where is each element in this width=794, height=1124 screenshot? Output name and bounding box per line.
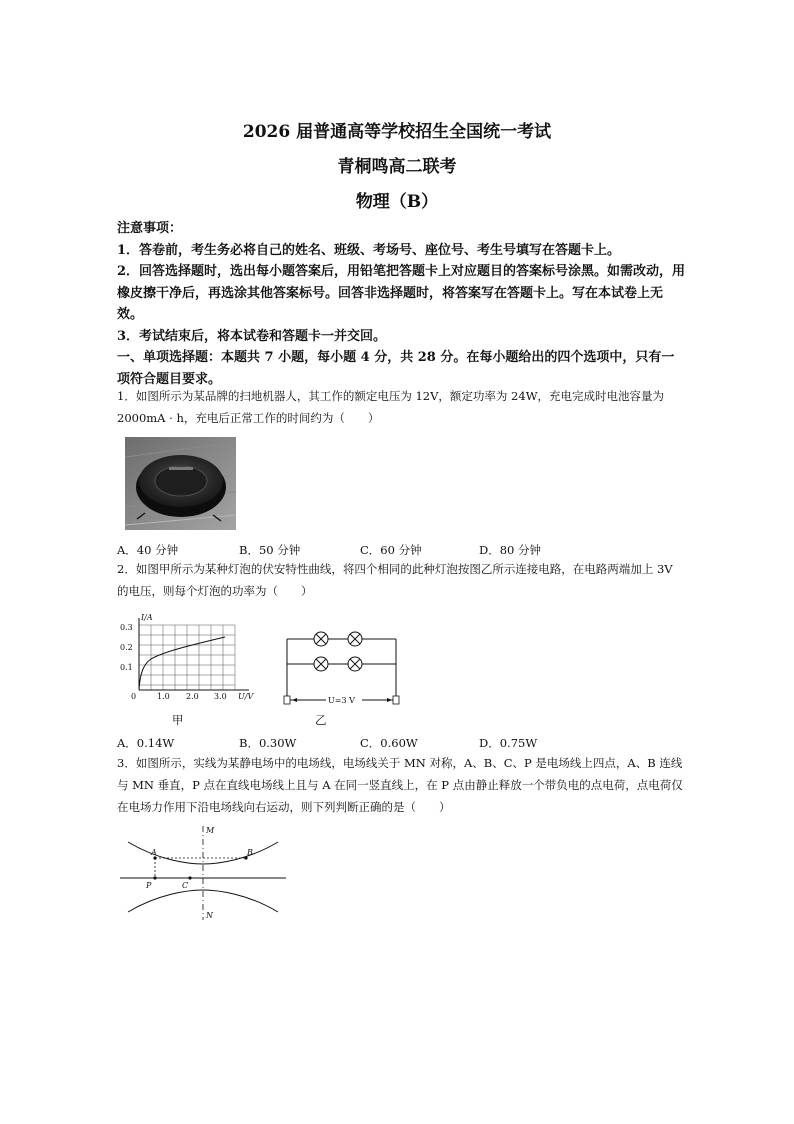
circuit-diagram xyxy=(282,630,407,710)
notes-heading: 注意事项： xyxy=(117,221,183,236)
electric-field-figure xyxy=(118,822,288,922)
label-a: A xyxy=(151,848,157,857)
q2-option-a[interactable]: A．0.14W xyxy=(117,736,175,750)
q2-option-d[interactable]: D．0.75W xyxy=(479,736,538,750)
label-m: M xyxy=(206,826,215,835)
label-n: N xyxy=(206,911,213,920)
subject-title: 物理（B） xyxy=(355,192,439,212)
graph-xtick: 2.0 xyxy=(186,692,199,701)
q1-option-a[interactable]: A．40 分钟 xyxy=(117,543,179,557)
graph-ytick: 0.3 xyxy=(120,623,133,632)
graph-xtick: 0 xyxy=(131,692,137,701)
section-heading: 一、单项选择题：本题共 7 小题，每小题 4 分，共 28 分。在每小题给出的四个选项中，只有一项符合题目要求。 xyxy=(117,350,675,387)
q1-option-d[interactable]: D．80 分钟 xyxy=(479,543,542,557)
note-2: 2．回答选择题时，选出每小题答案后，用铅笔把答题卡上对应题目的答案标号涂黑。如需改动，用橡皮擦干净后，再选涂其他答案标号。回答非选择题时，将答案写在答题卡上。写在本试卷上无效。 xyxy=(117,264,686,322)
question-3 xyxy=(117,752,687,818)
graph-xtick: 1.0 xyxy=(157,692,170,701)
note-3: 3．考试结束后，将本试卷和答题卡一并交回。 xyxy=(117,328,387,344)
exam-title: 2026 届普通高等学校招生全国统一考试 xyxy=(242,122,552,142)
q2-option-b[interactable]: B．0.30W xyxy=(239,736,297,750)
note-1: 1．答卷前，考生务必将自己的姓名、班级、考场号、座位号、考生号填写在答题卡上。 xyxy=(117,242,621,258)
iv-curve-graph xyxy=(117,612,267,704)
graph-ytick: 0.2 xyxy=(120,643,133,652)
circuit-caption: 乙 xyxy=(315,713,327,727)
q2-option-c[interactable]: C．0.60W xyxy=(360,736,418,750)
question-3-text: 3．如图所示，实线为某静电场中的电场线，电场线关于 MN 对称，A、B、C、P 是电场线上四点，A、B 连线与 MN 垂直，P 点在直线电场线上且与 A 在同一竖直线上，在 P 点由静止释放一个带负电的点电荷，点电荷仅在电场力作用下沿电场线向右运动，则下列判断正确的是（ ） xyxy=(117,756,683,814)
q1-option-c[interactable]: C．60 分钟 xyxy=(360,543,422,557)
graph-xtick: 3.0 xyxy=(214,692,227,701)
question-2 xyxy=(117,558,687,602)
label-p: P xyxy=(146,881,152,890)
question-1-text: 1．如图所示为某品牌的扫地机器人，其工作的额定电压为 12V，额定功率为 24W，充电完成时电池容量为 2000mA · h，充电后正常工作的时间约为（ ） xyxy=(117,389,665,425)
question-2-text: 2．如图甲所示为某种灯泡的伏安特性曲线，将四个相同的此种灯泡按图乙所示连接电路，在电路两端加上 3V 的电压，则每个灯泡的功率为（ ） xyxy=(117,562,673,598)
graph-ytick: 0.1 xyxy=(120,663,133,672)
robot-vacuum-photo xyxy=(125,437,236,530)
q1-option-b[interactable]: B．50 分钟 xyxy=(239,543,301,557)
exam-subtitle: 青桐鸣高二联考 xyxy=(337,157,457,177)
notes-section xyxy=(117,218,687,390)
label-b: B xyxy=(247,848,253,857)
graph-caption: 甲 xyxy=(172,713,184,727)
label-c: C xyxy=(182,881,189,890)
question-1 xyxy=(117,385,687,429)
circuit-voltage-label: U=3 V xyxy=(328,696,355,705)
graph-x-label: U/V xyxy=(238,692,254,701)
graph-y-label: I/A xyxy=(141,613,153,622)
